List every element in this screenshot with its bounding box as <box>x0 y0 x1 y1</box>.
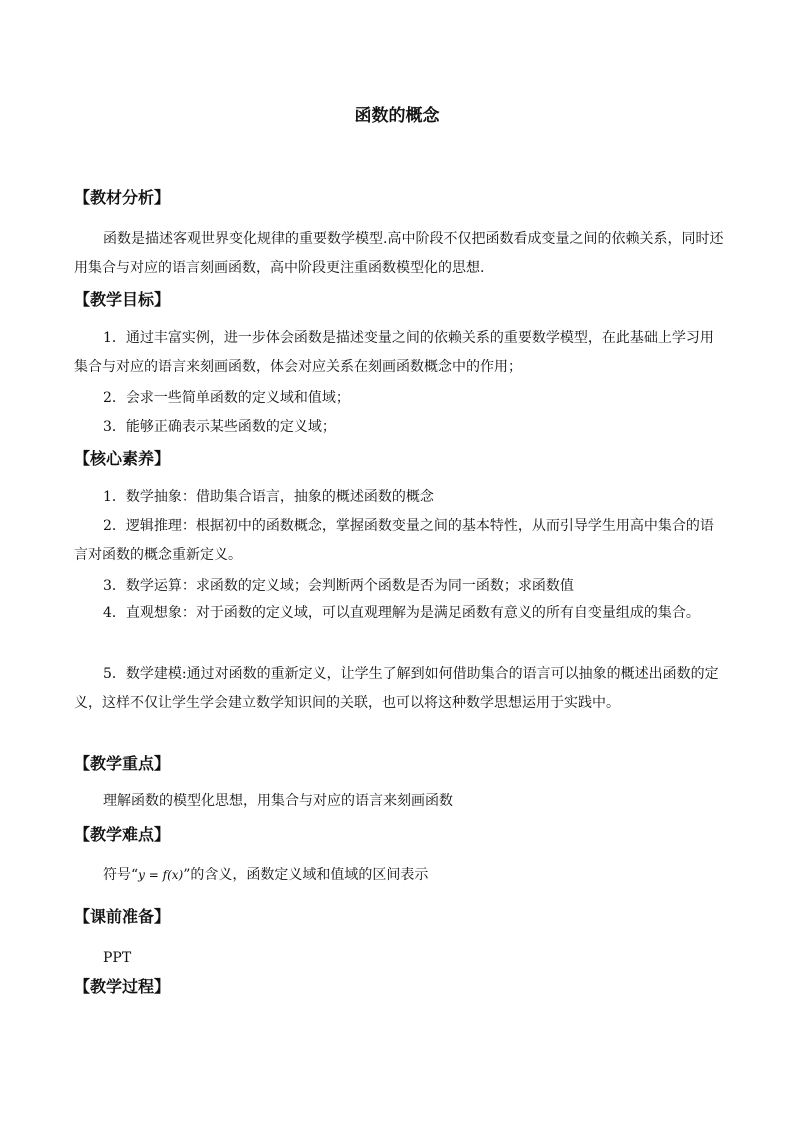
difficulties-suffix: ”的含义，函数定义域和值域的区间表示 <box>183 867 429 883</box>
heading-process: 【教学过程】 <box>74 977 171 996</box>
goal-item-2: 2．会求一些简单函数的定义域和值域； <box>103 390 350 406</box>
heading-difficulties: 【教学难点】 <box>74 825 171 844</box>
literacy-item-5: 5．数学建模:通过对函数的重新定义，让学生了解到如何借助集合的语言可以抽象的概述出函数的定义，这样不仅让学生学会建立数学知识间的关联，也可以将这种数学思想运用于实践中。 <box>74 666 719 711</box>
materials-paragraph: 函数是描述客观世界变化规律的重要数学模型.高中阶段不仅把函数看成变量之间的依赖关系，同时还用集合与对应的语言刻画函数，高中阶段更注重函数模型化的思想. <box>74 231 724 276</box>
literacy-item-4: 4．直观想象：对于函数的定义域，可以直观理解为是满足函数有意义的所有自变量组成的集合。 <box>103 605 700 621</box>
heading-preparation: 【课前准备】 <box>74 907 171 926</box>
heading-literacy: 【核心素养】 <box>74 449 171 468</box>
difficulties-text <box>74 865 724 885</box>
goal-item-3: 3．能够正确表示某些函数的定义域； <box>103 419 336 435</box>
heading-key-points: 【教学重点】 <box>74 754 171 773</box>
key-points-text: 理解函数的模型化思想，用集合与对应的语言来刻画函数 <box>103 793 453 809</box>
difficulties-prefix: 符号“ <box>103 867 139 883</box>
function-notation-formula: y = f(x) <box>138 868 184 882</box>
literacy-item-3: 3．数学运算：求函数的定义域；会判断两个函数是否为同一函数；求函数值 <box>103 578 574 594</box>
preparation-text: PPT <box>103 950 132 966</box>
heading-goals: 【教学目标】 <box>74 290 171 309</box>
literacy-item-2: 2．逻辑推理：根据初中的函数概念，掌握函数变量之间的基本特性，从而引导学生用高中集合的语言对函数的概念重新定义。 <box>74 518 714 563</box>
goal-item-1: 1．通过丰富实例，进一步体会函数是描述变量之间的依赖关系的重要数学模型，在此基础上学习用集合与对应的语言来刻画函数，体会对应关系在刻画函数概念中的作用； <box>74 330 714 375</box>
literacy-item-1: 1．数学抽象：借助集合语言，抽象的概述函数的概念 <box>103 489 434 505</box>
heading-materials: 【教材分析】 <box>74 188 171 207</box>
document-title: 函数的概念 <box>354 106 440 126</box>
